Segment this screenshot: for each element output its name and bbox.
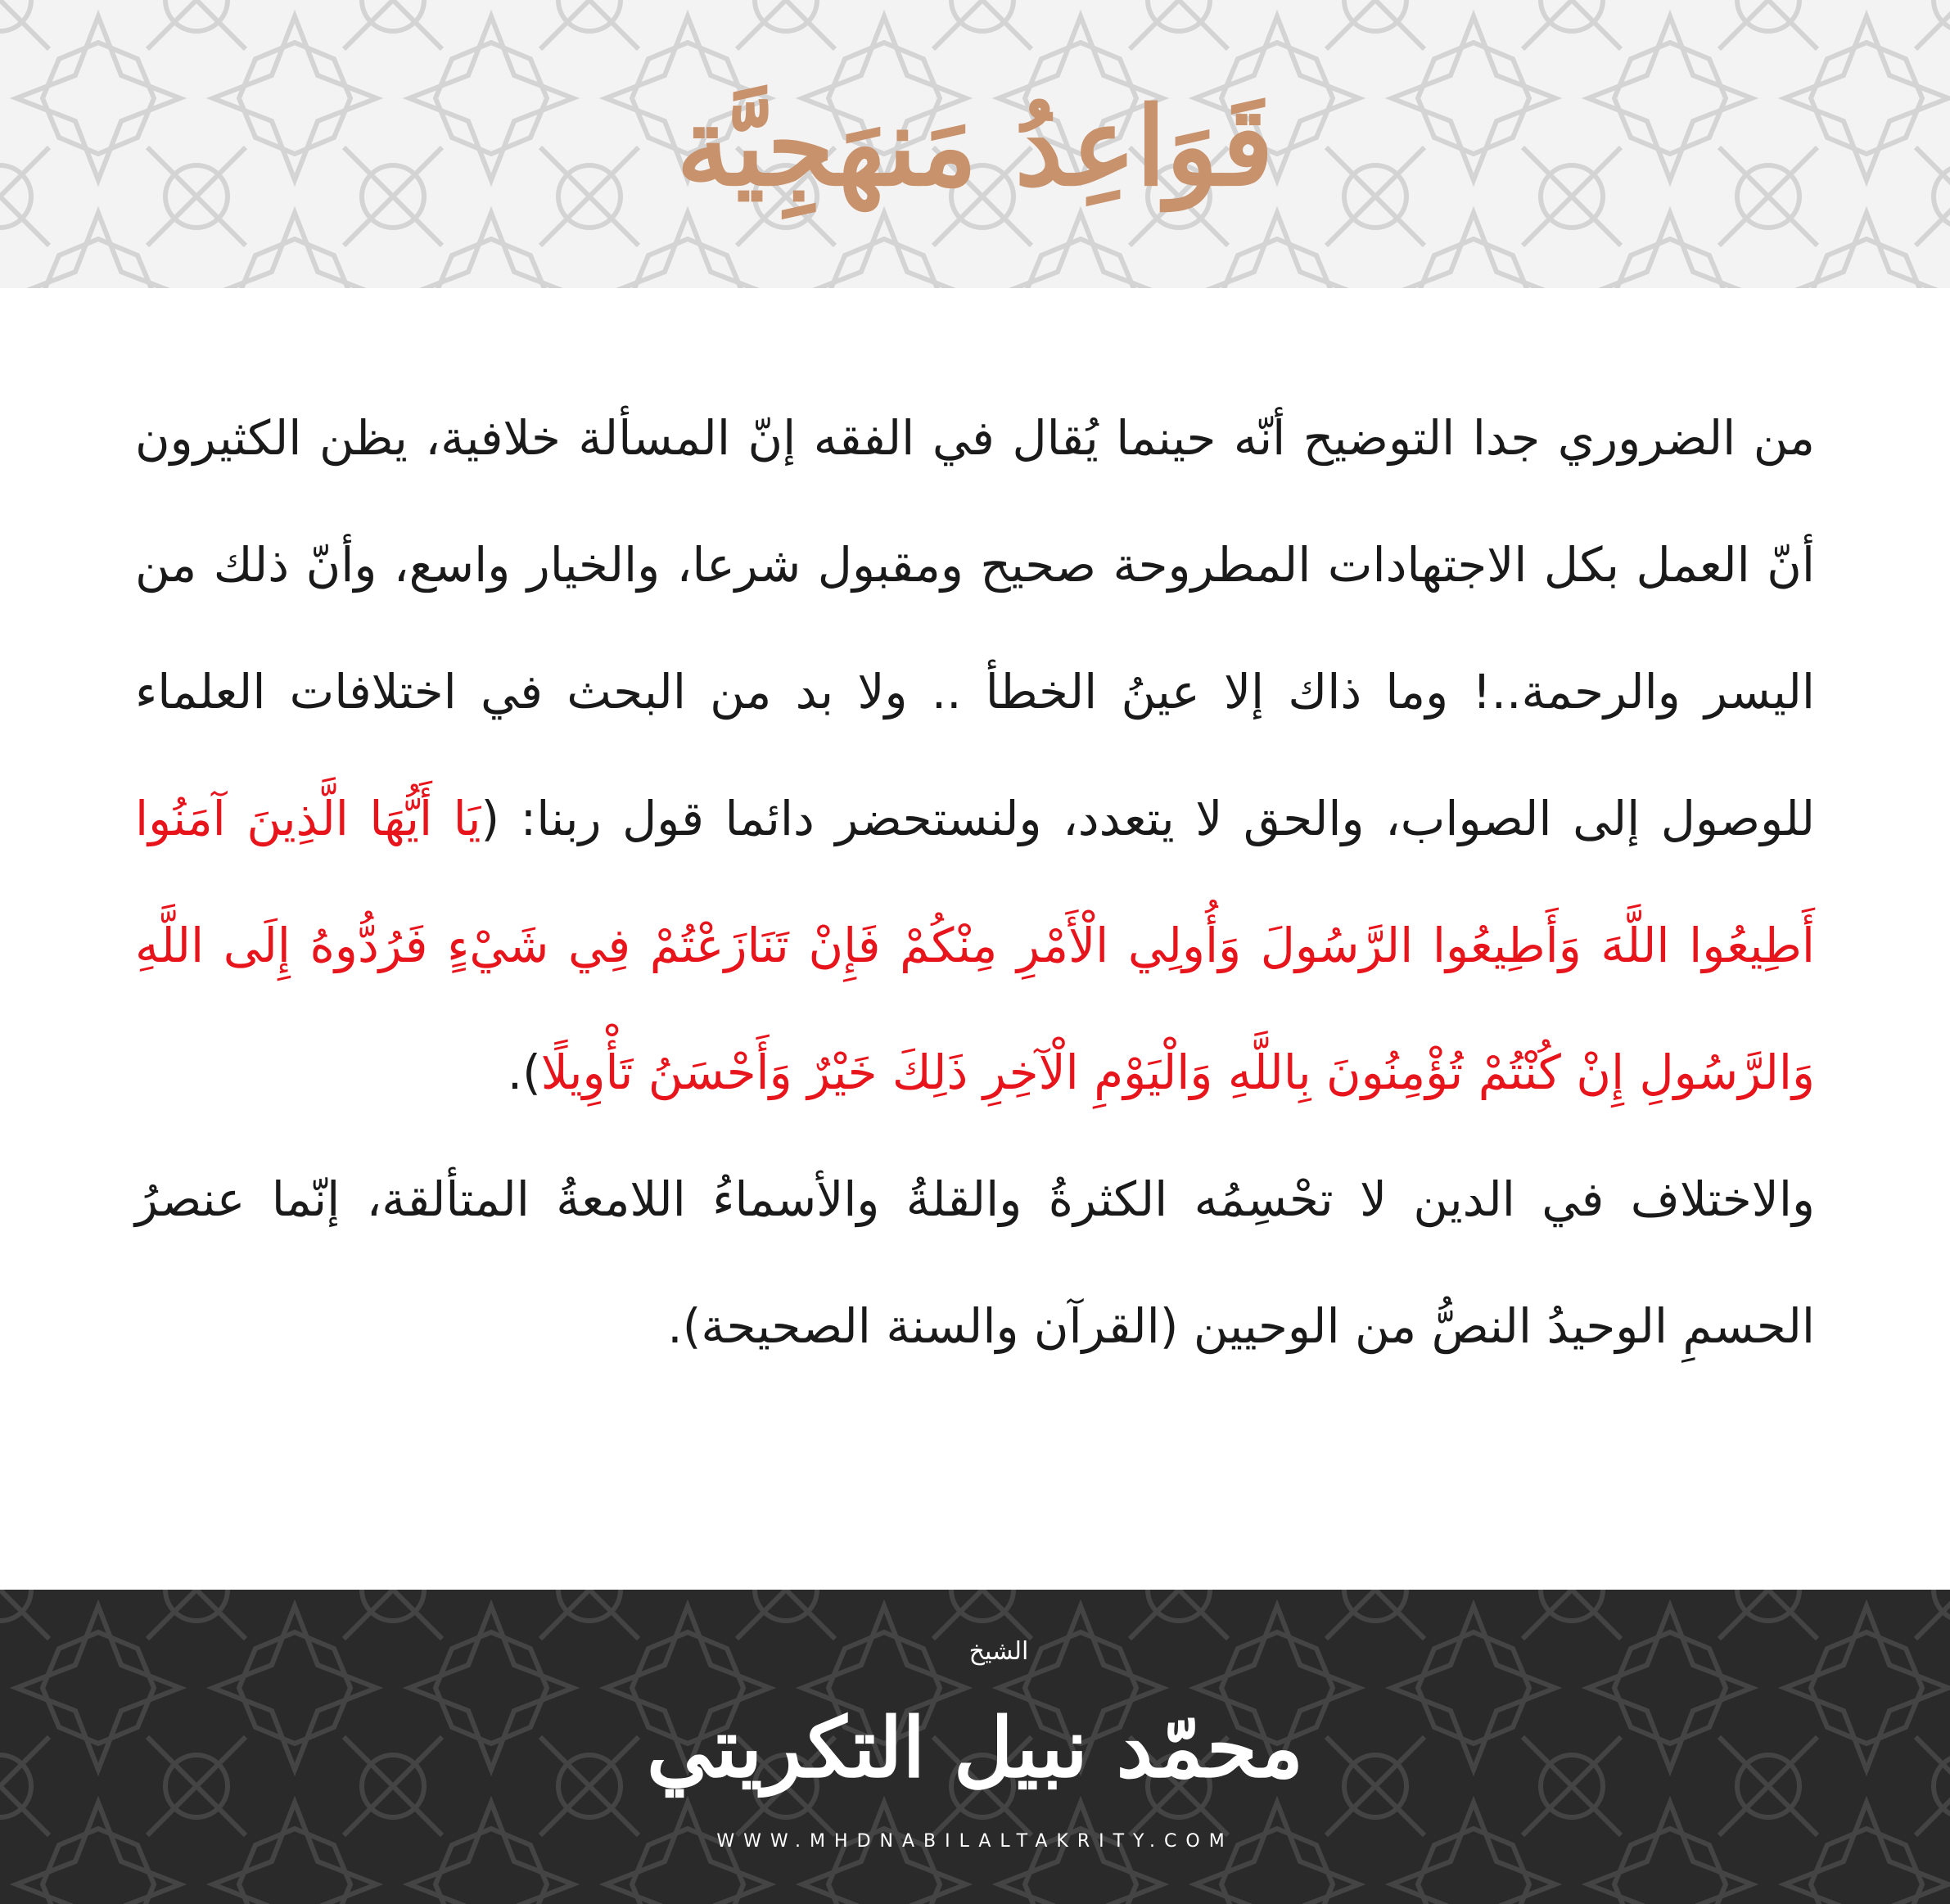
quran-verse: يَا أَيُّهَا الَّذِينَ آمَنُوا أَطِيعُوا اللَّهَ وَأَطِيعُوا الرَّسُولَ وَأُولِي الْأَمْرِ مِنْكُمْ فَإِنْ تَنَازَعْتُمْ فِي شَيْءٍ فَرُدُّوهُ إِلَى اللَّهِ وَالرَّسُولِ إِنْ كُنْتُمْ تُؤْمِنُونَ بِاللَّهِ وَالْيَوْمِ الْآخِرِ ذَلِكَ خَيْرٌ وَأَحْسَنُ تَأْوِيلًا bbox=[135, 791, 1815, 1100]
website-url: WWW.MHDNABILALTAKRITY.COM bbox=[716, 1831, 1234, 1852]
paragraph-2: والاختلاف في الدين لا تحْسِمُه الكثرةُ والقلةُ والأسماءُ اللامعةُ المتألقة، إنّما عنصرُ الحسمِ الوحيدُ النصُّ من الوحيين (القرآن والسنة الصحيحة). bbox=[135, 1171, 1815, 1354]
main-text bbox=[135, 375, 1815, 1390]
page-title: قَوَاعِدُ مَنهَجِيَّة bbox=[676, 83, 1274, 210]
header-banner bbox=[0, 0, 1950, 288]
paragraph-1-end: ). bbox=[507, 1044, 541, 1100]
sheikh-label: الشيخ bbox=[968, 1637, 1029, 1666]
paragraph-1 bbox=[135, 375, 1815, 1136]
author-signature: محمّد نبيل التكريتي bbox=[646, 1699, 1304, 1796]
paragraph-1-intro: من الضروري جدا التوضيح أنّه حينما يُقال في الفقه إنّ المسألة خلافية، يظن الكثيرون أنّ العمل بكل الاجتهادات المطروحة صحيح ومقبول شرعا، والخيار واسع، وأنّ ذلك من اليسر والرحمة..! وما ذاك إلا عينُ الخطأ .. ولا بد من البحث في اختلافات العلماء للوصول إلى الصواب، والحق لا يتعدد، ولنستحضر دائما قول ربنا: ( bbox=[135, 410, 1815, 846]
